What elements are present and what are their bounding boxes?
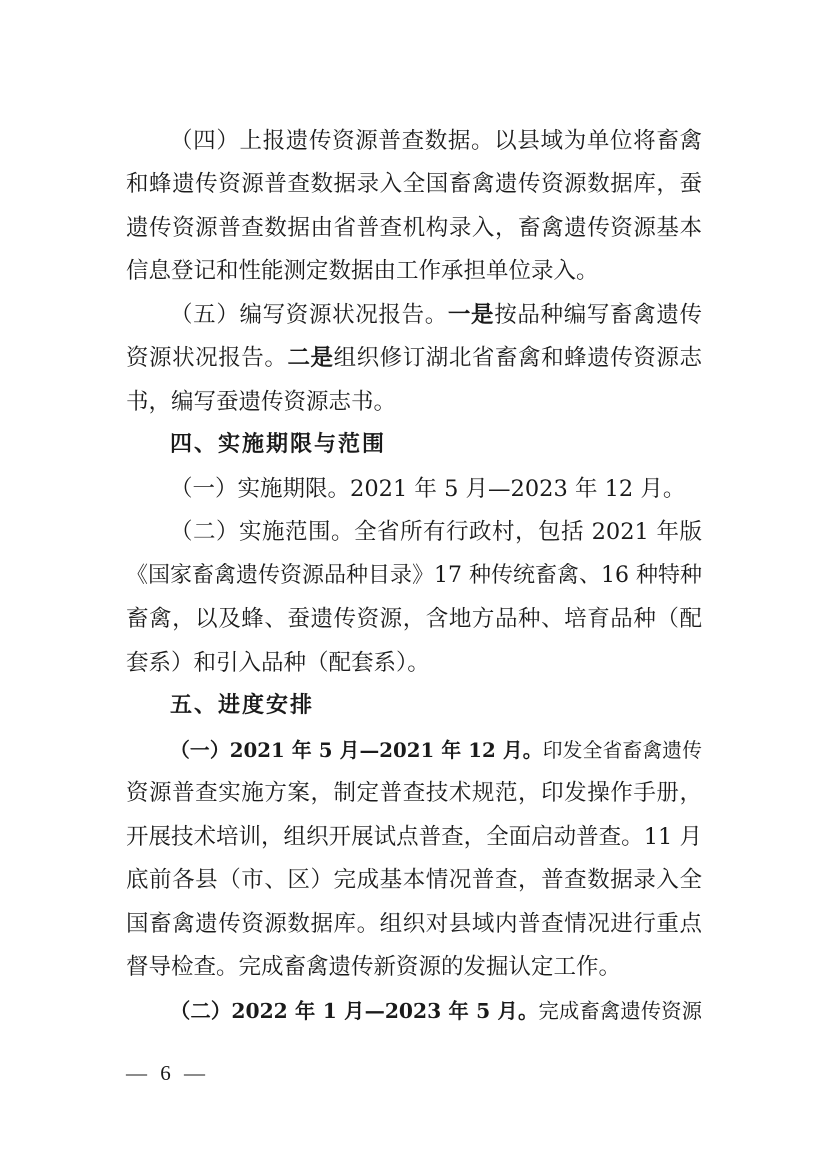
text-span: 印发全省畜禽遗传 — [542, 739, 702, 762]
paragraph-line: 开展技术培训，组织开展试点普查，全面启动普查。11 月 — [126, 824, 702, 850]
paragraph-line — [170, 294, 702, 336]
paragraph-line: 底前各县（市、区）完成基本情况普查，普查数据录入全 — [126, 867, 702, 893]
paragraph-line — [170, 120, 702, 162]
paragraph-line: 书，编写蚕遗传资源志书。 — [126, 389, 397, 415]
section-heading-4: 四、实施期限与范围 — [170, 432, 387, 457]
paragraph-line: （二）实施范围。全省所有行政村，包括 2021 年版 — [170, 519, 702, 545]
paragraph-line: （一）实施期限。2021 年 5 月—2023 年 12 月。 — [170, 476, 686, 502]
paragraph-line: 督导检查。完成畜禽遗传新资源的发掘认定工作。 — [126, 954, 622, 980]
paragraph-line: 《国家畜禽遗传资源品种目录》17 种传统畜禽、16 种特种 — [126, 563, 702, 588]
paragraph-line: 和蜂遗传资源普查数据录入全国畜禽遗传资源数据库，蚕 — [126, 171, 702, 197]
paragraph-line: 遗传资源普查数据由省普查机构录入，畜禽遗传资源基本 — [126, 215, 702, 241]
text-span: 按品种编写畜禽遗传 — [494, 302, 702, 328]
section-heading-5: 五、进度安排 — [170, 693, 315, 718]
subheading-four: （四）上报遗传资源普查数据。 — [170, 128, 495, 154]
paragraph-line: 畜禽，以及蜂、蚕遗传资源，含地方品种、培育品种（配 — [126, 606, 702, 632]
text-span: 资源状况报告。 — [126, 345, 288, 371]
paragraph-line: 国畜禽遗传资源数据库。组织对县域内普查情况进行重点 — [126, 911, 702, 937]
bold-text: 二是 — [287, 345, 334, 371]
text-span: 组织修订湖北省畜禽和蜂遗传资源志 — [333, 345, 702, 371]
paragraph-line: 资源普查实施方案，制定普查技术规范，印发操作手册， — [126, 780, 702, 806]
bold-text: （二）2022 年 1 月—2023 年 5 月。 — [170, 999, 539, 1023]
paragraph-line — [170, 729, 702, 771]
subheading-five: （五）编写资源状况报告。 — [170, 302, 448, 328]
text-span: 以县域为单位将畜禽 — [494, 128, 702, 154]
text-span: 完成畜禽遗传资源 — [538, 999, 702, 1023]
paragraph-line: 套系）和引入品种（配套系）。 — [126, 650, 430, 676]
page-number: — 6 — — [126, 1061, 209, 1085]
bold-text: 一是 — [447, 302, 495, 328]
bold-text: （一）2021 年 5 月—2021 年 12 月。 — [170, 738, 543, 762]
paragraph-line — [126, 337, 702, 379]
paragraph-line — [170, 990, 702, 1032]
paragraph-line: 信息登记和性能测定数据由工作承担单位录入。 — [126, 258, 599, 284]
